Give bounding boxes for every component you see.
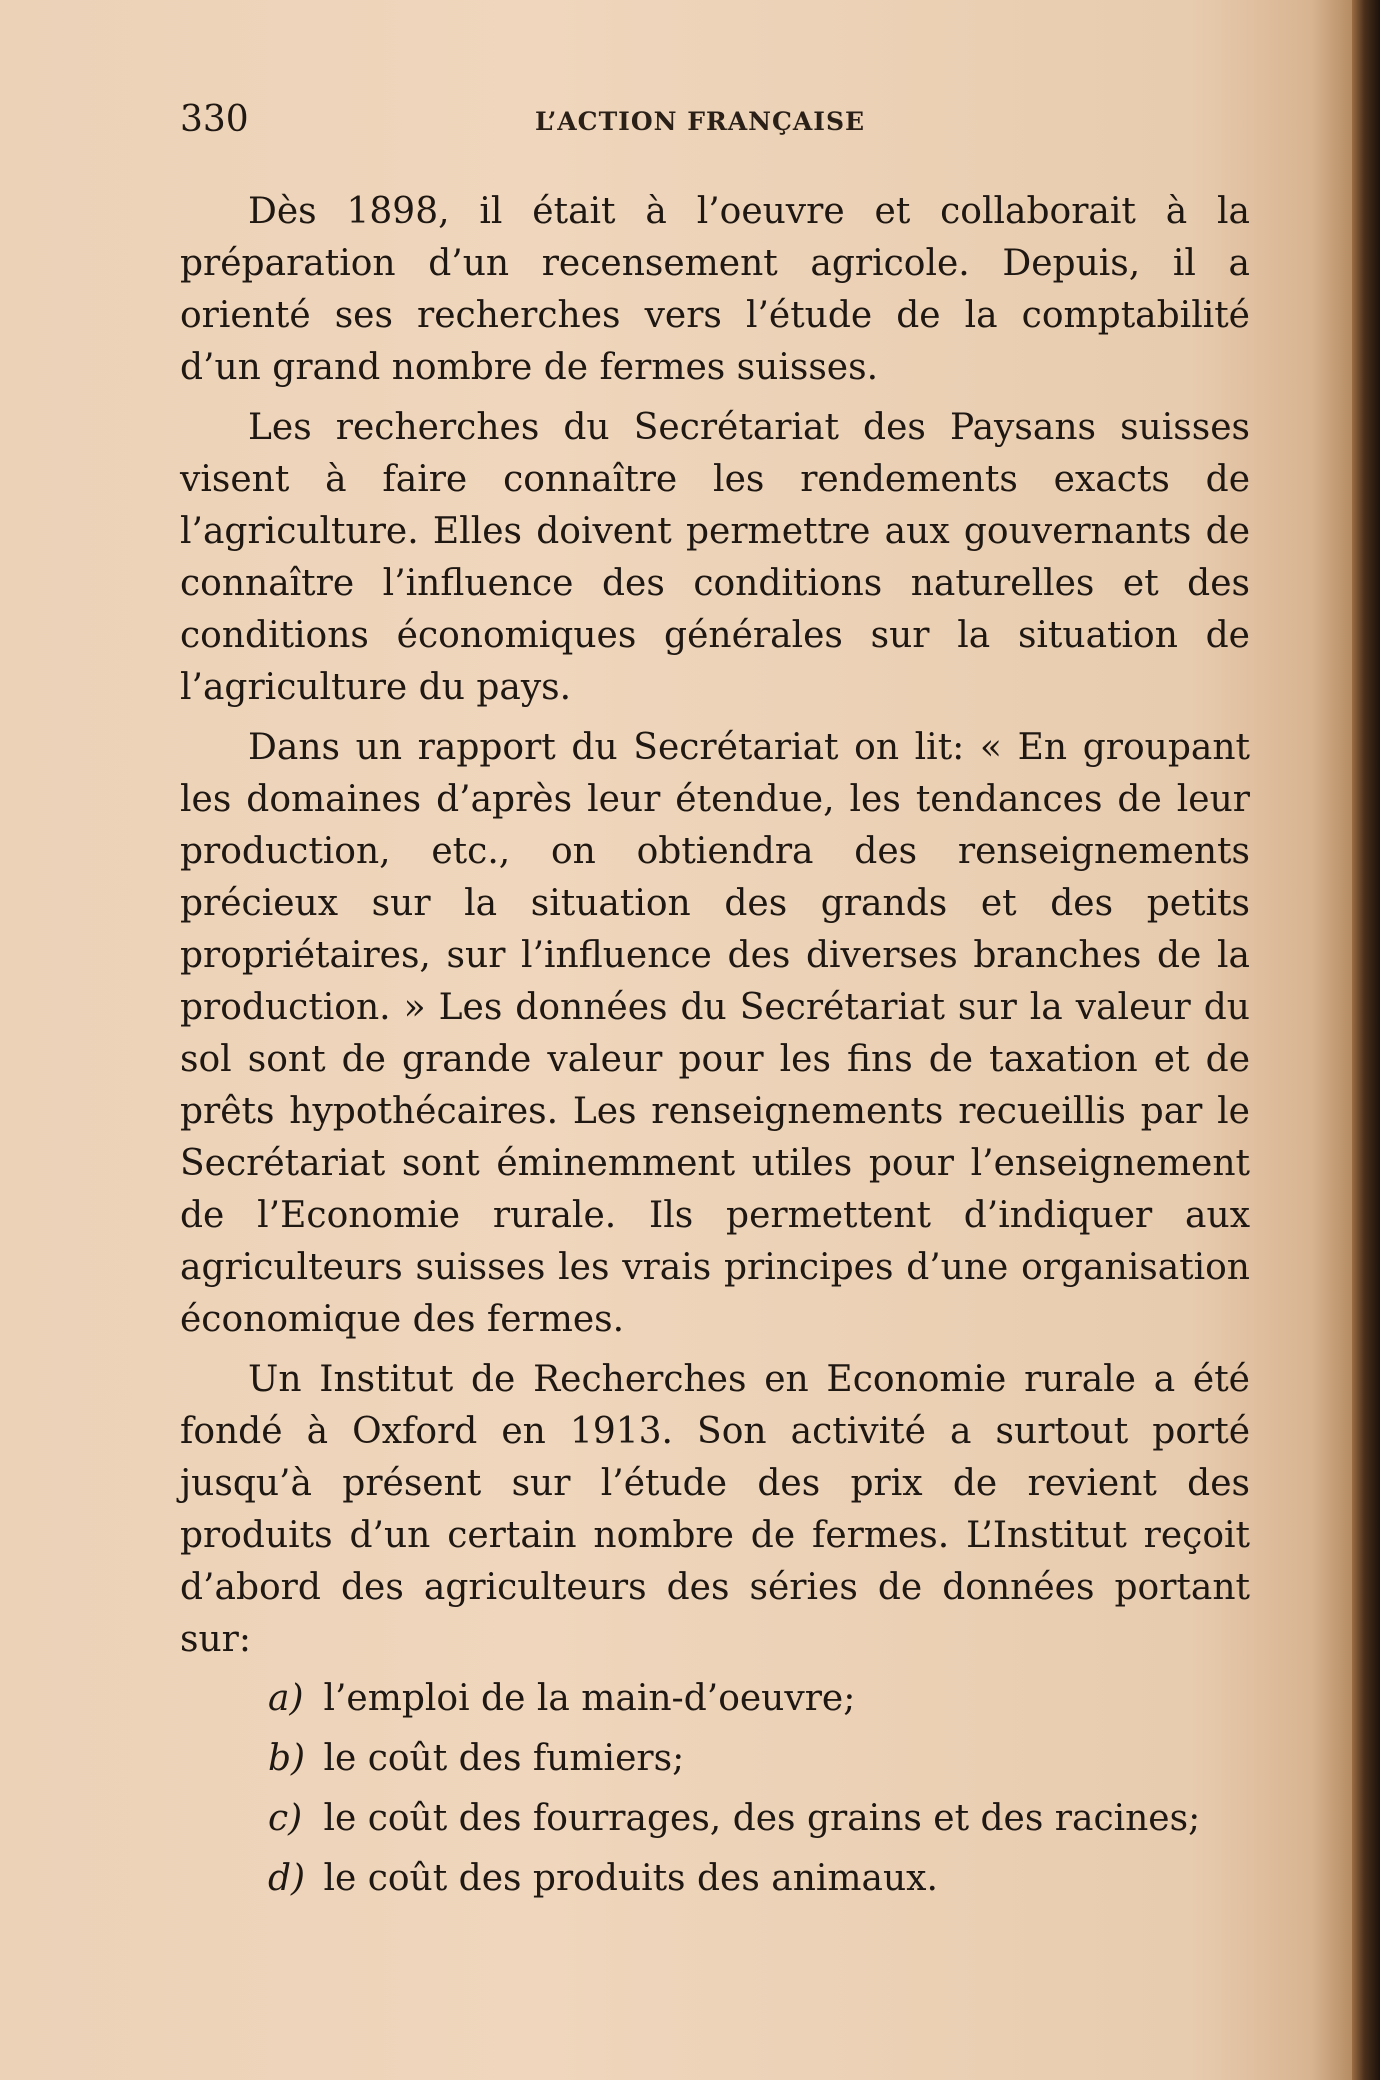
book-binding-edge [1352, 0, 1380, 2080]
list-marker: c) [268, 1798, 303, 1839]
list-item-text: l’emploi de la main-d’oeuvre; [323, 1678, 856, 1719]
list-item [268, 1674, 1250, 1724]
paragraph: Un Institut de Recherches en Economie rurale a été fondé à Oxford en 1913. Son activité a surtout porté jusqu’à présent sur l’étude des prix de revient des produits d’un certain nombre de fermes. L’Institut reçoit d’abord des agriculteurs des séries de données portant sur: [180, 1359, 1250, 1660]
running-head: L’ACTION FRANÇAISE [535, 107, 866, 136]
list-item-text: le coût des produits des animaux. [323, 1858, 938, 1899]
list-marker: b) [268, 1738, 306, 1779]
list-item [268, 1734, 1250, 1784]
list-item-text: le coût des fourrages, des grains et des racines; [323, 1798, 1201, 1839]
body-text [180, 186, 1250, 1914]
list-item-text: le coût des fumiers; [323, 1738, 685, 1779]
page-header [180, 98, 1255, 148]
paragraph: Dès 1898, il était à l’oeuvre et collaborait à la préparation d’un recensement agricole. Depuis, il a orienté ses recherches vers l’étude de la comptabilité d’un grand nombre de fermes suisses. [180, 191, 1250, 388]
list-item [268, 1794, 1250, 1844]
page-number: 330 [180, 99, 249, 140]
list-item [268, 1854, 1250, 1904]
enumerated-list [180, 1674, 1250, 1904]
paragraph: Dans un rapport du Secrétariat on lit: « En groupant les domaines d’après leur étendue, les tendances de leur production, etc., on obtiendra des renseignements précieux sur la situation des grands et des petits propriétaires, sur l’influence des diverses branches de la production. » Les données du Secrétariat sur la valeur du sol sont de grande valeur pour les fins de taxation et de prêts hypothécaires. Les renseignements recueillis par le Secrétariat sont éminemment utiles pour l’enseignement de l’Economie rurale. Ils permettent d’indiquer aux agriculteurs suisses les vrais principes d’une organisation économique des fermes. [180, 727, 1250, 1340]
paragraph: Les recherches du Secrétariat des Paysans suisses visent à faire connaître les rendements exacts de l’agriculture. Elles doivent permettre aux gouvernants de connaître l’influence des conditions naturelles et des conditions économiques générales sur la situation de l’agriculture du pays. [180, 407, 1250, 708]
list-marker: d) [268, 1858, 306, 1899]
list-marker: a) [268, 1678, 304, 1719]
